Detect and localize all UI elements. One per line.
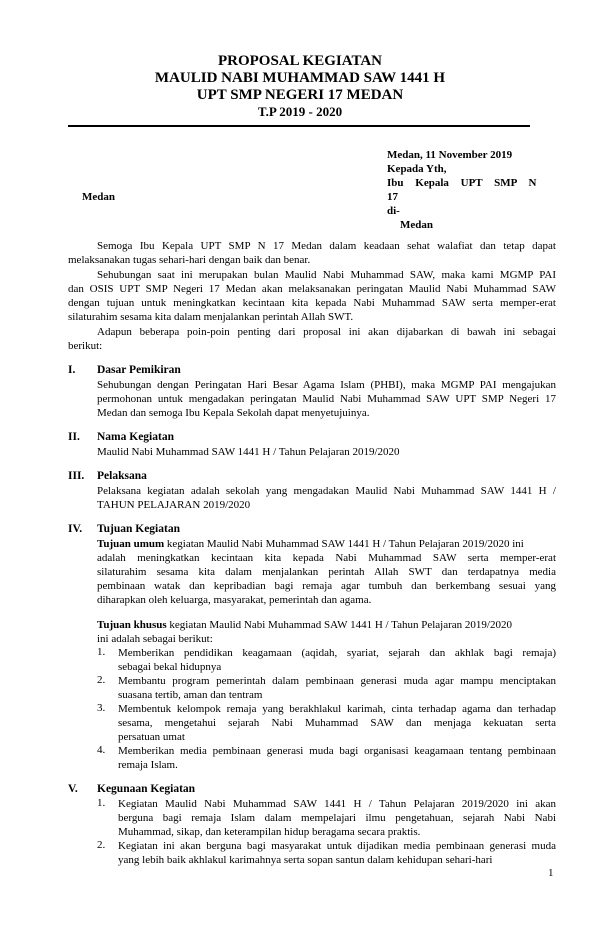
section-3-number: III.	[68, 470, 85, 482]
section-4-number: IV.	[68, 523, 83, 535]
kegunaan-item-line: Muhammad, sikap, dan keterampilan hidup beragama secara praktis.	[118, 826, 421, 838]
di-label: di-	[387, 205, 400, 217]
section-5-title: Kegunaan Kegiatan	[97, 783, 196, 795]
intro-p2-line3: dengan tujuan untuk meningkatkan kecintaan kita kepada Nabi Muhammad SAW serta memper-erat	[68, 297, 556, 309]
section-2-title: Nama Kegiatan	[97, 431, 174, 443]
tujuan-khusus-line1	[97, 618, 556, 632]
tujuan-item-line: remaja Islam.	[118, 759, 178, 771]
section-1-line3: Medan dan semoga Ibu Kepala Sekolah dapat menyetujuinya.	[97, 407, 370, 419]
title-line-1: PROPOSAL KEGIATAN	[217, 53, 383, 69]
kegunaan-item-number: 2.	[97, 839, 106, 851]
tujuan-item-number: 1.	[97, 646, 106, 658]
city-left: Medan	[82, 191, 115, 203]
tujuan-item-number: 4.	[97, 744, 106, 756]
tujuan-item-line: suasana tertib, aman dan tentram	[118, 689, 263, 701]
tujuan-item-line: Membentuk kelompok remaja yang berakhlakul karimah, cinta terhadap agama dan terhadap	[118, 703, 556, 715]
tujuan-khusus-label: Tujuan khusus	[97, 619, 167, 631]
section-1-number: I.	[68, 364, 76, 376]
intro-p1-line2: melaksanakan tugas sehari-hari dengan baik dan benar.	[68, 254, 311, 266]
section-1-line1: Sehubungan dengan Peringatan Hari Besar Agama Islam (PHBI), maka MGMP PAI mengajukan	[97, 379, 556, 391]
tujuan-umum-line3: silaturahim sesama kita dalam menjalankan perintah Allah SWT dan terdapatnya media	[97, 566, 556, 578]
section-4-title: Tujuan Kegiatan	[97, 523, 180, 535]
intro-p1-line1: Semoga Ibu Kepala UPT SMP N 17 Medan dalam keadaan sehat walafiat dan tetap dapat	[97, 240, 556, 252]
recipient: Ibu Kepala UPT SMP N 17	[387, 177, 537, 203]
section-1-title: Dasar Pemikiran	[97, 364, 181, 376]
tujuan-item-line: Memberikan pendidikan keagamaan (aqidah, syariat, sejarah dan akhlak bagi remaja)	[118, 647, 556, 659]
intro-p2-line1: Sehubungan saat ini merupakan bulan Maulid Nabi Muhammad SAW, maka kami MGMP PAI	[97, 269, 556, 281]
tujuan-khusus-line2: ini adalah sebagai berikut:	[97, 633, 213, 645]
page-number: 1	[548, 867, 554, 879]
tujuan-umum-line1	[97, 537, 556, 551]
tujuan-umum-line5: diharapkan oleh keluarga, masyarakat, pemerintah dan agama.	[97, 594, 372, 606]
intro-p3-line2: berikut:	[68, 340, 103, 352]
title-line-3: UPT SMP NEGERI 17 MEDAN	[196, 87, 404, 103]
tujuan-item-line: persatuan umat	[118, 731, 185, 743]
section-3-line1: Pelaksana kegiatan adalah sekolah yang mengadakan Maulid Nabi Muhammad SAW 1441 H /	[97, 485, 556, 497]
intro-p3-line1: Adapun beberapa poin-poin penting dari proposal ini akan dijabarkan di bawah ini sebagai	[97, 326, 556, 338]
kegunaan-item-line: Kegiatan Maulid Nabi Muhammad SAW 1441 H / Tahun Pelajaran 2019/2020 ini akan	[118, 798, 556, 810]
tujuan-item-line: sesama, mengetahui sejarah Nabi Muhammad SAW dan menjaga kekuatan serta	[118, 717, 556, 729]
section-1-line2: permohonan untuk mengadakan peringatan Maulid Nabi Muhammad SAW UPT SMP Negeri 17	[97, 393, 556, 405]
kegunaan-item-number: 1.	[97, 797, 106, 809]
title-line-4: T.P 2019 - 2020	[257, 104, 343, 119]
tujuan-item-number: 2.	[97, 674, 106, 686]
kegunaan-item-line: Kegiatan ini akan berguna bagi masyarakat untuk dijadikan media pembinaan generasi muda	[118, 840, 556, 852]
kegunaan-item-line: berguna bagi remaja Islam dalam mempelajari ilmu pengetahuan, sejarah Nabi Nabi	[118, 812, 556, 824]
tujuan-item-line: sebagai bekal hidupnya	[118, 661, 222, 673]
tujuan-item-line: Membantu program pemerintah dalam pembinaan generasi muda agar mampu menciptakan	[118, 675, 556, 687]
tujuan-item-line: Memberikan media pembinaan generasi muda bagi organisasi keagamaan tentang pembinaan	[118, 745, 556, 757]
section-2-line1: Maulid Nabi Muhammad SAW 1441 H / Tahun Pelajaran 2019/2020	[97, 446, 400, 458]
title-line-2: MAULID NABI MUHAMMAD SAW 1441 H	[154, 70, 446, 86]
intro-p2-line2: dan OSIS UPT SMP Negeri 17 Medan akan melaksanakan peringatan Maulid Nabi Muhammad SAW	[68, 283, 556, 295]
tujuan-umum-label: Tujuan umum	[97, 538, 165, 550]
tujuan-khusus-text: kegiatan Maulid Nabi Muhammad SAW 1441 H / Tahun Pelajaran 2019/2020	[166, 619, 512, 631]
section-3-line2: TAHUN PELAJARAN 2019/2020	[97, 499, 251, 511]
intro-p2-line4: silaturahim sesama kita dalam menjalankan perintah Allah SWT.	[68, 311, 354, 323]
header-divider	[68, 125, 530, 127]
kepada-yth: Kepada Yth,	[387, 163, 447, 175]
tujuan-umum-line4: pembinaan watak dan kepribadian bagi remaja agar tumbuh dan berkembang sesuai yang	[97, 580, 556, 592]
tujuan-umum-text: kegiatan Maulid Nabi Muhammad SAW 1441 H / Tahun Pelajaran 2019/2020 ini	[164, 538, 524, 550]
section-3-title: Pelaksana	[97, 470, 147, 482]
section-2-number: II.	[68, 431, 80, 443]
tujuan-item-number: 3.	[97, 702, 106, 714]
place-date: Medan, 11 November 2019	[387, 149, 513, 161]
kegunaan-item-line: yang lebih baik akhlakul karimahnya serta sopan santun dalam kehidupan sehari-hari	[118, 854, 493, 866]
tujuan-umum-line2: adalah meningkatkan kecintaan kita kepada Nabi Muhammad SAW serta memper-erat	[97, 552, 556, 564]
di-city: Medan	[400, 219, 433, 231]
section-5-number: V.	[68, 783, 78, 795]
